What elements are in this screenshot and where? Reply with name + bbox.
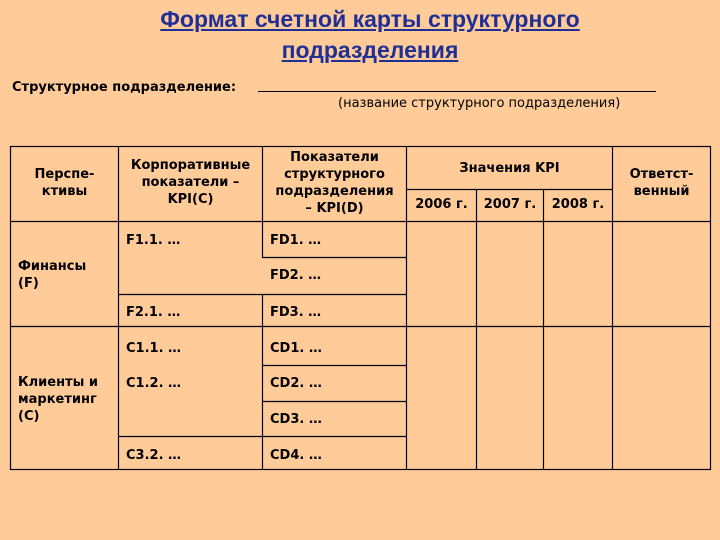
division-kpi-cd3: CD3. … xyxy=(270,412,322,427)
division-kpi-fd3: FD3. … xyxy=(270,305,322,320)
division-kpi-cd4: CD4. … xyxy=(270,448,322,463)
corporate-kpi-c3-2: C3.2. … xyxy=(126,448,182,463)
subdivision-name-hint: (название структурного подразделения) xyxy=(338,96,621,111)
header-kpi-values: Значения KPI xyxy=(459,161,560,176)
header-year-2006: 2006 г. xyxy=(415,197,468,212)
header-responsible-text: Ответст- венный xyxy=(629,167,694,199)
header-division-kpi xyxy=(263,149,406,217)
division-kpi-fd1: FD1. … xyxy=(270,233,322,248)
corporate-kpi-f2-1: F2.1. … xyxy=(126,305,181,320)
corporate-kpi-c1-1: C1.1. … xyxy=(126,341,182,356)
corporate-kpi-c1-2: C1.2. … xyxy=(126,376,182,391)
division-kpi-cd2: CD2. … xyxy=(270,376,322,391)
header-corporate-kpi-text: Корпоративные показатели – KPI(C) xyxy=(130,158,251,207)
header-perspectives-line: Перспе- ктивы xyxy=(34,167,95,199)
division-kpi-cd1: CD1. … xyxy=(270,341,322,356)
subdivision-label: Структурное подразделение: xyxy=(12,80,237,95)
header-corporate-kpi xyxy=(119,157,262,208)
header-perspectives xyxy=(12,166,117,200)
page-title: Формат счетной карты структурного подразделения xyxy=(160,6,580,63)
header-responsible xyxy=(613,166,710,200)
corporate-kpi-f1-1: F1.1. … xyxy=(126,233,181,248)
perspective-clients-marketing: Клиенты и маркетинг (C) xyxy=(18,375,98,424)
header-year-2008: 2008 г. xyxy=(551,197,605,212)
header-division-kpi-text: Показатели структурного подразделения – KPI(D) xyxy=(275,150,394,216)
header-year-2007: 2007 г. xyxy=(483,197,537,212)
perspective-finance: Финансы (F) xyxy=(18,259,87,291)
division-kpi-fd2: FD2. … xyxy=(270,268,322,283)
